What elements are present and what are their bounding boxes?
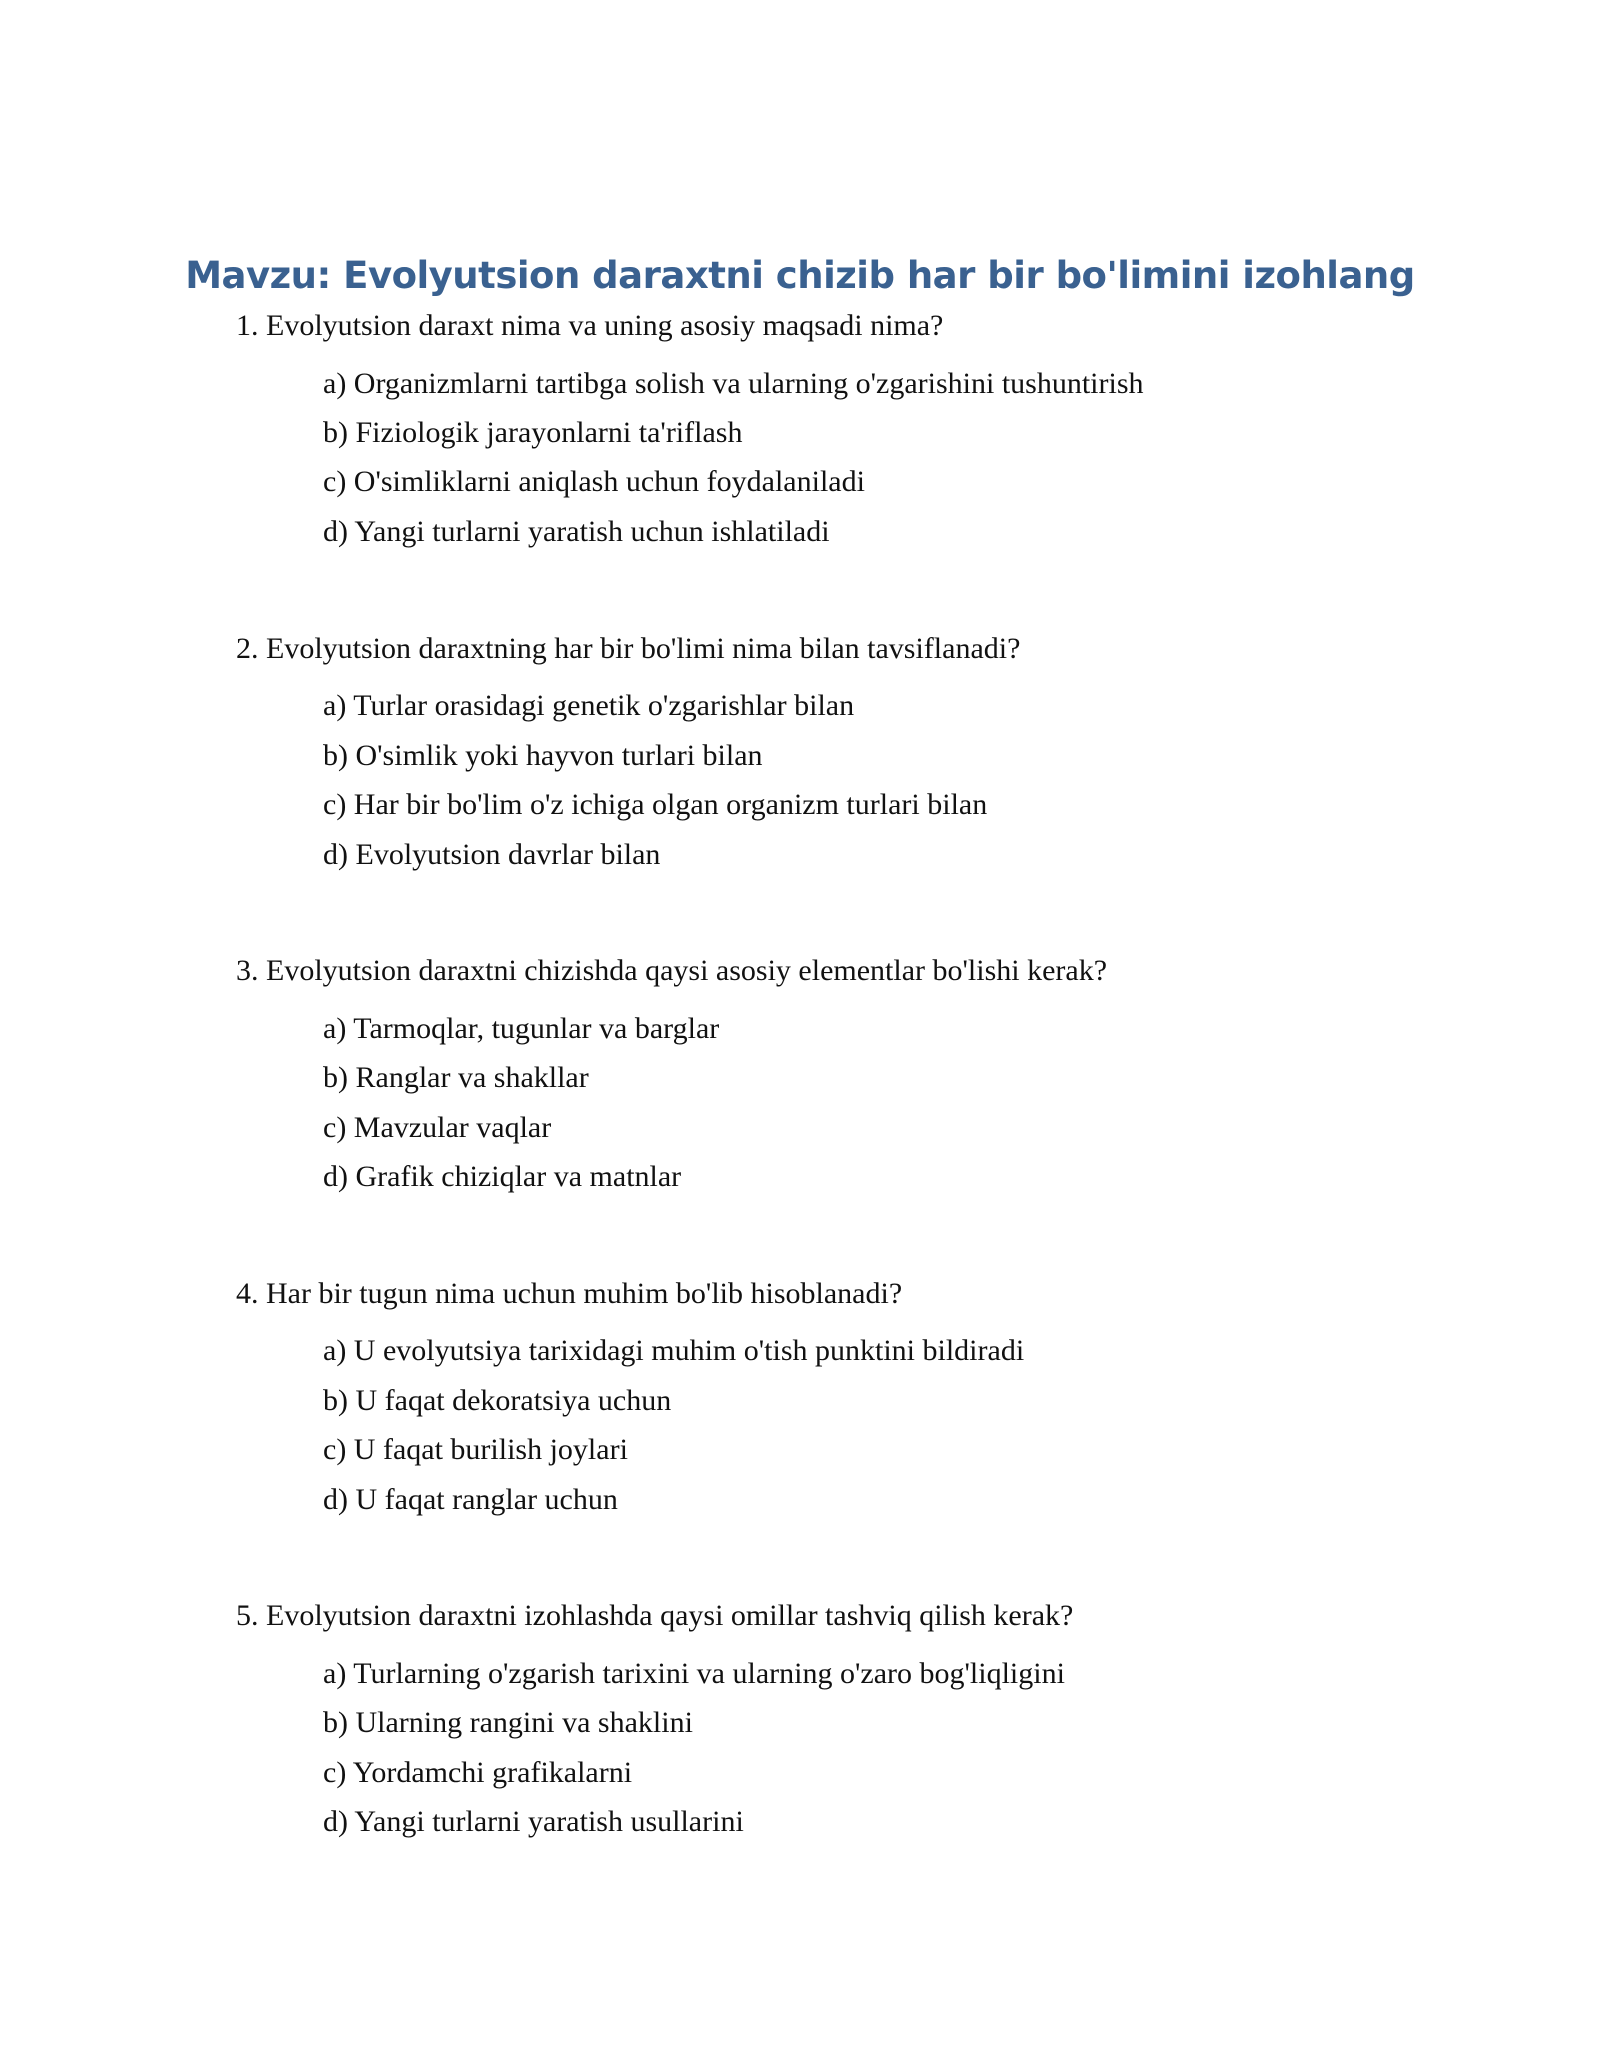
question-4: 4. Har bir tugun nima uchun muhim bo'lib hisoblanadi? (236, 1277, 903, 1310)
question-4-option-d: d) U faqat ranglar uchun (323, 1483, 618, 1516)
question-1: 1. Evolyutsion daraxt nima va uning asosiy maqsadi nima? (236, 309, 944, 342)
question-3-option-d: d) Grafik chiziqlar va matnlar (323, 1160, 682, 1193)
question-3-option-b: b) Ranglar va shakllar (323, 1061, 589, 1094)
question-1-option-d: d) Yangi turlarni yaratish uchun ishlatiladi (323, 515, 830, 548)
question-3-option-c: c) Mavzular vaqlar (323, 1111, 552, 1144)
question-4-option-a: a) U evolyutsiya tarixidagi muhim o'tish punktini bildiradi (323, 1334, 1025, 1367)
question-2-option-a: a) Turlar orasidagi genetik o'zgarishlar bilan (323, 689, 855, 722)
question-3: 3. Evolyutsion daraxtni chizishda qaysi asosiy elementlar bo'lishi kerak? (236, 954, 1108, 987)
page-title: Mavzu: Evolyutsion daraxtni chizib har bir bo'limini izohlang (185, 254, 1415, 297)
question-1-option-a: a) Organizmlarni tartibga solish va ularning o'zgarishini tushuntirish (323, 367, 1144, 400)
question-5-option-a: a) Turlarning o'zgarish tarixini va ularning o'zaro bog'liqligini (323, 1657, 1065, 1690)
question-2: 2. Evolyutsion daraxtning har bir bo'limi nima bilan tavsiflanadi? (236, 632, 1021, 665)
question-4-option-b: b) U faqat dekoratsiya uchun (323, 1384, 672, 1417)
question-5-option-c: c) Yordamchi grafikalarni (323, 1756, 633, 1789)
question-5-option-d: d) Yangi turlarni yaratish usullarini (323, 1805, 744, 1838)
question-5: 5. Evolyutsion daraxtni izohlashda qaysi omillar tashviq qilish kerak? (236, 1599, 1074, 1632)
question-2-option-d: d) Evolyutsion davrlar bilan (323, 838, 661, 871)
question-1-option-b: b) Fiziologik jarayonlarni ta'riflash (323, 416, 743, 449)
question-2-option-b: b) O'simlik yoki hayvon turlari bilan (323, 739, 763, 772)
question-1-option-c: c) O'simliklarni aniqlash uchun foydalaniladi (323, 465, 865, 498)
question-3-option-a: a) Tarmoqlar, tugunlar va barglar (323, 1012, 720, 1045)
question-5-option-b: b) Ularning rangini va shaklini (323, 1706, 693, 1739)
question-2-option-c: c) Har bir bo'lim o'z ichiga olgan organizm turlari bilan (323, 788, 988, 821)
question-4-option-c: c) U faqat burilish joylari (323, 1433, 628, 1466)
